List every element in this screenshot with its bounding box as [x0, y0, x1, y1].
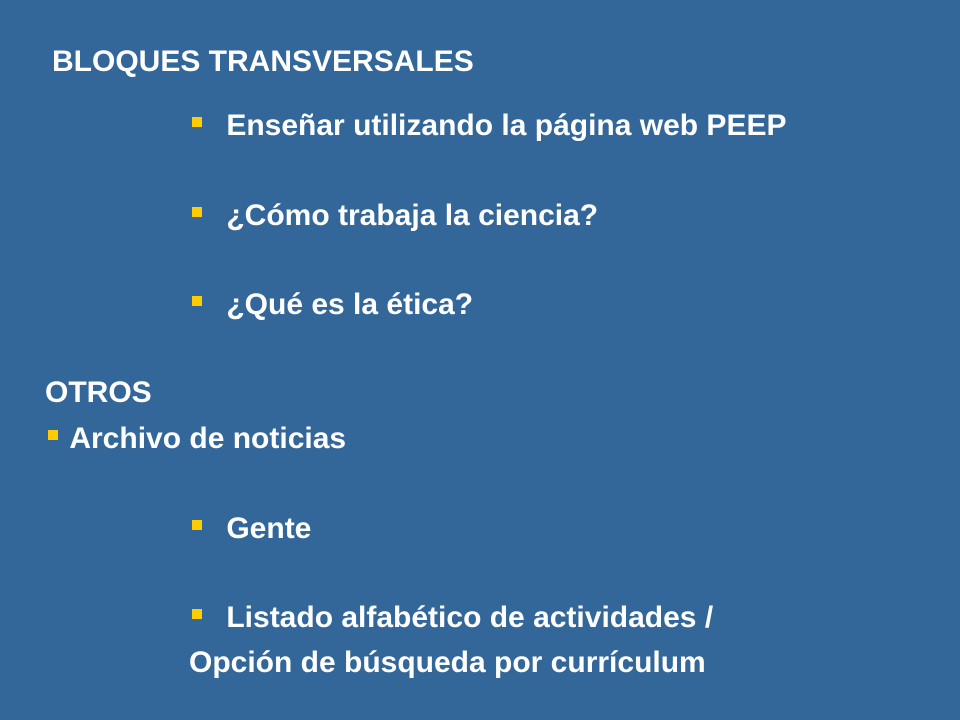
list-item-label: Enseñar utilizando la página web PEEP [226, 109, 787, 142]
list-item-label: Archivo de noticias [69, 422, 347, 455]
list-item-label: Gente [226, 512, 312, 545]
heading-bloques-transversales: BLOQUES TRANSVERSALES [52, 45, 474, 78]
list-item-label: ¿Qué es la ética? [226, 288, 474, 321]
square-bullet-icon [192, 609, 202, 619]
square-bullet-icon [192, 520, 202, 530]
list-item-label: Listado alfabético de actividades / [226, 601, 714, 634]
list-item-como-trabaja-ciencia [192, 198, 598, 234]
square-bullet-icon [48, 430, 58, 440]
heading-otros: OTROS [45, 376, 152, 409]
square-bullet-icon [192, 117, 202, 127]
list-item-ensenar-peep [192, 108, 786, 144]
list-item-archivo-noticias [48, 421, 346, 457]
list-item-label: ¿Cómo trabaja la ciencia? [226, 199, 599, 232]
list-item-gente [192, 511, 311, 547]
square-bullet-icon [192, 207, 202, 217]
square-bullet-icon [192, 296, 202, 306]
list-item-listado-alfabetico [192, 600, 713, 636]
list-item-que-es-etica [192, 287, 473, 323]
list-item-continuation: Opción de búsqueda por currículum [189, 646, 706, 679]
